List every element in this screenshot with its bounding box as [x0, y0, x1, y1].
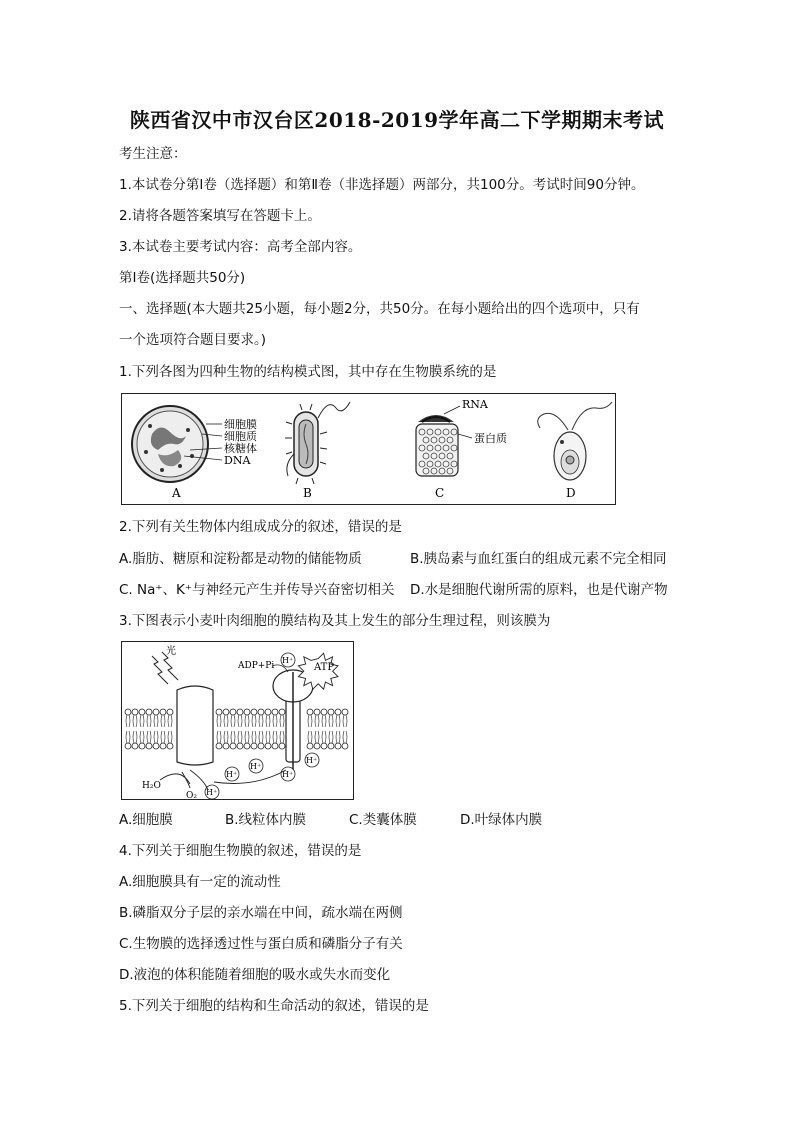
section-instruction: 一个选项符合题目要求。) — [119, 332, 267, 348]
q3-option-d: D.叶绿体内膜 — [460, 812, 543, 828]
q1-label: 细胞膜 — [224, 418, 257, 431]
q1-label: 蛋白质 — [474, 432, 507, 445]
q1-panel-c-virus-illustration — [416, 406, 472, 476]
q3-option-c: C.类囊体膜 — [349, 812, 417, 828]
question-3-stem: 3.下图表示小麦叶肉细胞的膜结构及其上发生的部分生理过程，则该膜为 — [119, 613, 551, 629]
q1-label: RNA — [462, 398, 488, 411]
page-title: 陕西省汉中市汉台区2018-2019学年高二下学期期末考试 — [129, 108, 665, 132]
q1-label: 细胞质 — [224, 430, 257, 443]
notice-item: 2.请将各题答案填写在答题卡上。 — [119, 208, 321, 224]
q3-label-h2o: H₂O — [142, 781, 161, 791]
svg-text:H⁺: H⁺ — [250, 762, 262, 771]
notice-item: 3.本试卷主要考试内容：高考全部内容。 — [119, 239, 362, 255]
section-instruction: 一、选择题(本大题共25小题，每小题2分，共50分。在每小题给出的四个选项中，只有 — [119, 301, 640, 317]
svg-text:H⁺: H⁺ — [282, 770, 294, 779]
question-5-stem: 5.下列关于细胞的结构和生命活动的叙述，错误的是 — [119, 998, 429, 1014]
q1-panel-letter: A — [172, 486, 181, 500]
q1-panel-letter: C — [435, 486, 445, 500]
q4-option-a: A.细胞膜具有一定的流动性 — [119, 874, 281, 890]
question-4-stem: 4.下列关于细胞生物膜的叙述，错误的是 — [119, 843, 362, 859]
svg-text:H⁺: H⁺ — [226, 770, 238, 779]
q3-label-o2: O₂ — [186, 791, 197, 799]
svg-text:H⁺: H⁺ — [306, 756, 318, 765]
section-heading: 第Ⅰ卷(选择题共50分) — [119, 270, 246, 286]
q1-label: DNA — [224, 454, 251, 467]
question-2-stem: 2.下列有关生物体内组成成分的叙述，错误的是 — [119, 519, 402, 535]
q1-panel-letter: B — [303, 486, 312, 500]
q3-label-adp: ADP+Pi — [238, 661, 275, 671]
q1-figure — [121, 393, 616, 505]
q4-option-c: C.生物膜的选择透过性与蛋白质和磷脂分子有关 — [119, 936, 403, 952]
q3-label-atp: ATP — [314, 662, 335, 673]
q3-label-light: 光 — [166, 646, 176, 657]
q2-option-c: C. Na⁺、K⁺与神经元产生并传导兴奋密切相关 — [119, 582, 395, 598]
q2-option-d: D.水是细胞代谢所需的原料，也是代谢产物 — [410, 582, 668, 598]
q2-option-b: B.胰岛素与血红蛋白的组成元素不完全相同 — [410, 551, 667, 567]
q3-lipid-bilayer — [125, 709, 348, 749]
notice-heading: 考生注意： — [119, 146, 187, 162]
q2-option-a: A.脂肪、糖原和淀粉都是动物的储能物质 — [119, 551, 362, 567]
q3-option-b: B.线粒体内膜 — [225, 812, 307, 828]
q1-panel-a-cell-illustration — [132, 406, 222, 482]
svg-text:H⁺: H⁺ — [206, 788, 218, 797]
q1-panel-d-alga-illustration — [538, 402, 612, 480]
q1-label: 核糖体 — [224, 442, 257, 455]
q3-option-a: A.细胞膜 — [119, 812, 173, 828]
q4-option-b: B.磷脂双分子层的亲水端在中间，疏水端在两侧 — [119, 905, 403, 921]
q1-panel-letter: D — [566, 486, 576, 500]
notice-item: 1.本试卷分第Ⅰ卷（选择题）和第Ⅱ卷（非选择题）两部分，共100分。考试时间90分钟。 — [119, 177, 645, 193]
q1-panel-b-bacterium-illustration — [285, 402, 350, 484]
q4-option-d: D.液泡的体积能随着细胞的吸水或失水而变化 — [119, 967, 391, 983]
svg-text:H⁺: H⁺ — [282, 656, 294, 665]
q3-light-arrow — [152, 656, 168, 684]
q3-figure — [121, 641, 354, 800]
q3-photosystem-protein — [177, 686, 213, 765]
question-1-stem: 1.下列各图为四种生物的结构模式图，其中存在生物膜系统的是 — [119, 364, 497, 380]
